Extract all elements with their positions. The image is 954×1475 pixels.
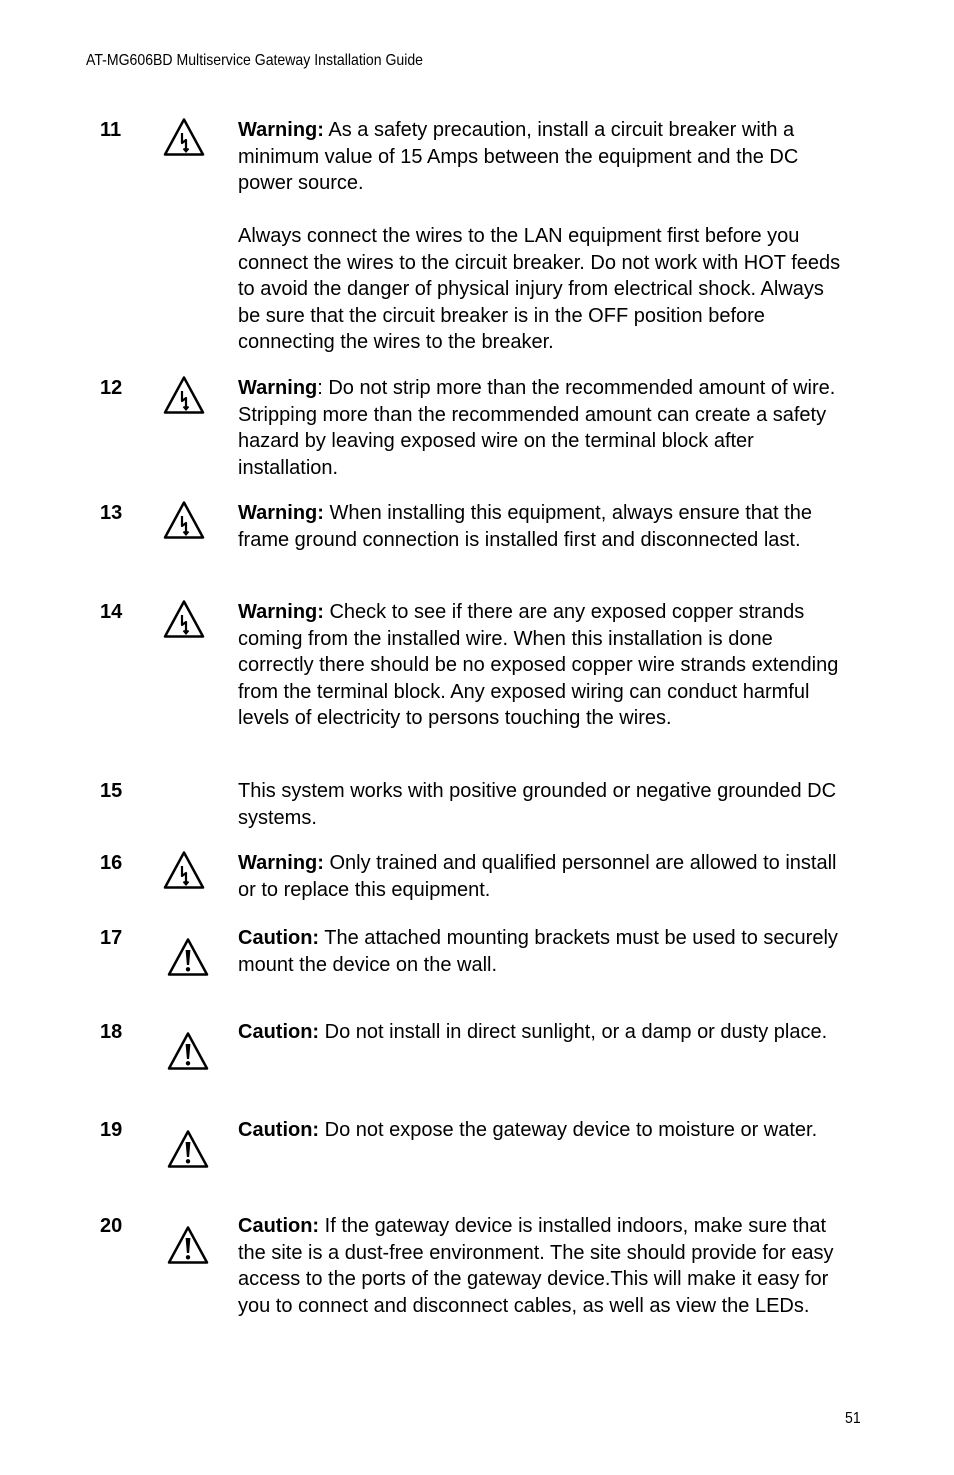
- caution-label: Caution:: [238, 1119, 320, 1141]
- caution-icon: [166, 937, 210, 977]
- caution-icon: [166, 1129, 210, 1169]
- electrical-warning-icon: [162, 599, 206, 639]
- item-paragraph: [238, 925, 848, 978]
- item-paragraph: [238, 117, 848, 197]
- item-number: 13: [100, 502, 123, 524]
- item-text: [238, 1213, 848, 1319]
- item-text: [238, 850, 848, 903]
- item-body: Check to see if there are any exposed copper strands coming from the installed wire. When this installation is done correctly there should be no exposed copper wire strands extending from the terminal block. Any exposed wiring can conduct harmful levels of electricity to persons touching the wires.: [238, 601, 839, 729]
- item-paragraph: This system works with positive grounded or negative grounded DC systems.: [238, 780, 837, 829]
- electrical-warning-icon: [162, 500, 206, 540]
- electrical-warning-icon: [162, 375, 206, 415]
- item-paragraph: [238, 500, 848, 553]
- caution-label: Caution:: [238, 927, 320, 949]
- warning-label: Warning:: [238, 119, 324, 141]
- running-header: AT-MG606BD Multiservice Gateway Installation Guide: [86, 52, 424, 69]
- warning-label: Warning:: [238, 852, 324, 874]
- item-paragraph: [238, 1213, 848, 1319]
- item-body: The attached mounting brackets must be used to securely mount the device on the wall.: [238, 927, 838, 976]
- item-number: 16: [100, 852, 123, 874]
- item-text: [238, 1117, 848, 1144]
- item-text: [238, 375, 848, 481]
- item-text: [238, 500, 848, 553]
- item-number: 12: [100, 377, 123, 399]
- item-number: 15: [100, 780, 123, 802]
- page-number: 51: [845, 1410, 861, 1427]
- item-number: 11: [100, 119, 122, 141]
- item-paragraph: [238, 1019, 848, 1046]
- item-number: 18: [100, 1021, 123, 1043]
- item-body: Only trained and qualified personnel are allowed to install or to replace this equipment.: [238, 852, 837, 901]
- item-paragraph: [238, 850, 848, 903]
- item-text: [238, 599, 848, 732]
- item-text: [238, 1019, 848, 1046]
- item-text: [238, 117, 848, 356]
- item-paragraph: [238, 1117, 848, 1144]
- item-paragraph: Always connect the wires to the LAN equipment first before you connect the wires to the circuit breaker. Do not work with HOT feeds to avoid the danger of physical injury from electrical shock. Always be sure that the circuit breaker is in the OFF position before connecting the wires to the breaker.: [238, 225, 841, 353]
- item-number: 20: [100, 1215, 123, 1237]
- warning-label: Warning:: [238, 601, 324, 623]
- warning-label: Warning:: [238, 502, 324, 524]
- item-body: Do not expose the gateway device to moisture or water.: [319, 1119, 818, 1141]
- item-text: [238, 925, 848, 978]
- item-paragraph: [238, 599, 848, 732]
- item-paragraph: [238, 375, 848, 481]
- item-body: When installing this equipment, always ensure that the frame ground connection is installed first and disconnected last.: [238, 502, 812, 551]
- item-body: Do not install in direct sunlight, or a damp or dusty place.: [319, 1021, 828, 1043]
- item-number: 17: [100, 927, 123, 949]
- electrical-warning-icon: [162, 850, 206, 890]
- item-number: 14: [100, 601, 123, 623]
- caution-icon: [166, 1225, 210, 1265]
- warning-label: Warning: [238, 377, 318, 399]
- caution-label: Caution:: [238, 1021, 320, 1043]
- item-text: [238, 778, 848, 831]
- item-body: : Do not strip more than the recommended amount of wire. Stripping more than the recommended amount can create a safety hazard by leaving exposed wire on the terminal block after installation.: [238, 377, 836, 479]
- item-number: 19: [100, 1119, 123, 1141]
- electrical-warning-icon: [162, 117, 206, 157]
- item-body: If the gateway device is installed indoors, make sure that the site is a dust-free environment. The site should provide for easy access to the ports of the gateway device.This will make it easy for you to connect and disconnect cables, as well as view the LEDs.: [238, 1215, 834, 1317]
- caution-label: Caution:: [238, 1215, 320, 1237]
- caution-icon: [166, 1031, 210, 1071]
- item-body: As a safety precaution, install a circuit breaker with a minimum value of 15 Amps between the equipment and the DC power source.: [238, 119, 799, 194]
